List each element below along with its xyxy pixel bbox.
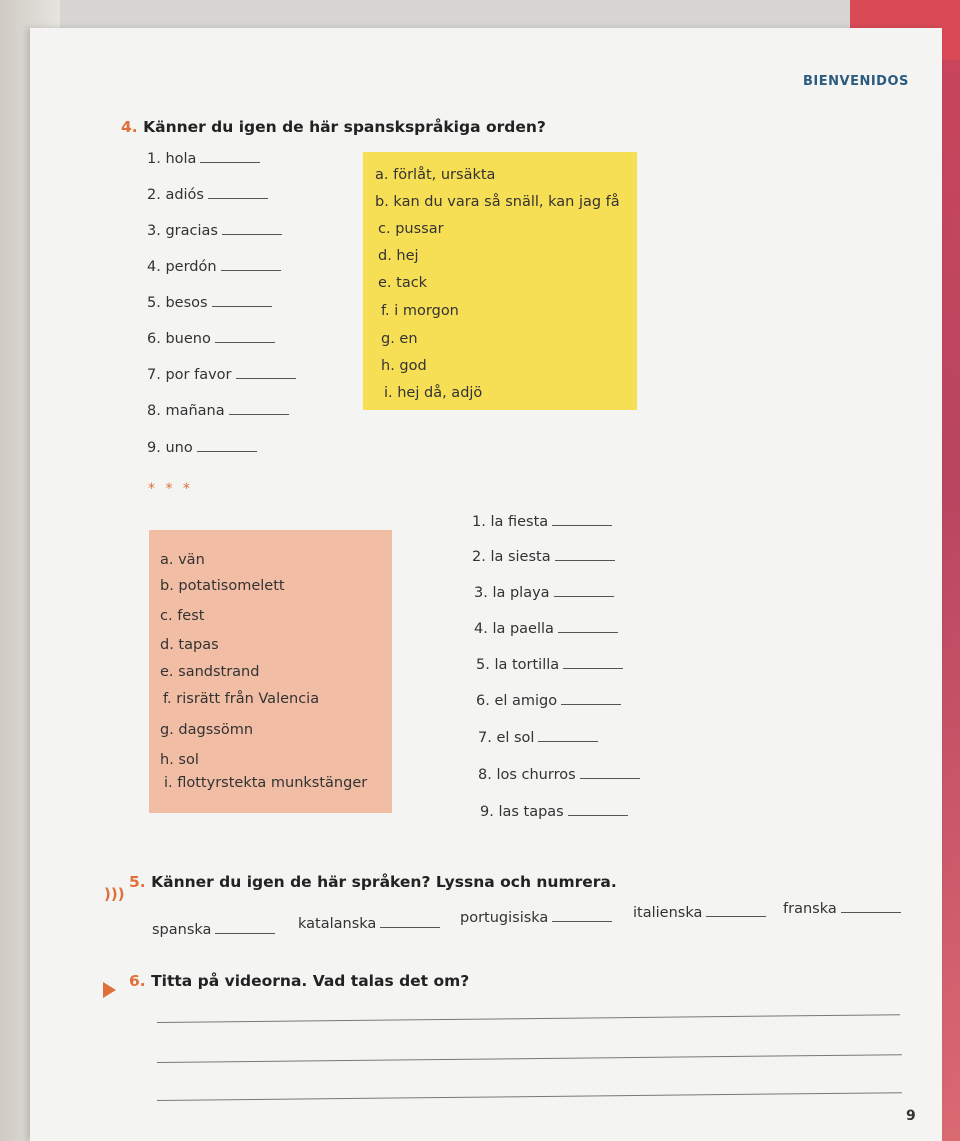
language-katalanska xyxy=(298,916,440,932)
exercise-4-number: 4. xyxy=(121,118,138,136)
word-6 xyxy=(147,331,275,347)
word2-1 xyxy=(472,514,612,530)
option2-g: g. dagssömn xyxy=(160,722,254,738)
language-katalanska-text: katalanska xyxy=(298,916,377,932)
word2-4 xyxy=(474,621,618,637)
exercise-5-title-text: Känner du igen de här språken? Lyssna och numrera. xyxy=(151,873,617,891)
word-3 xyxy=(147,223,282,239)
word2-9-text: 9. las tapas xyxy=(480,804,564,820)
answer-blank[interactable] xyxy=(555,559,615,561)
word2-3 xyxy=(474,585,614,601)
option-g: g. en xyxy=(381,331,418,347)
word-8 xyxy=(147,403,289,419)
option2-e: e. sandstrand xyxy=(160,664,260,680)
answer-blank[interactable] xyxy=(215,932,275,934)
word2-6 xyxy=(476,693,621,709)
answer-blank[interactable] xyxy=(215,341,275,343)
word-7 xyxy=(147,367,296,383)
language-spanska-text: spanska xyxy=(152,922,212,938)
word-4-text: 4. perdón xyxy=(147,259,217,275)
word-9-text: 9. uno xyxy=(147,440,193,456)
answer-blank[interactable] xyxy=(208,197,268,199)
answer-blank[interactable] xyxy=(552,920,612,922)
word2-1-text: 1. la fiesta xyxy=(472,514,549,530)
option-f: f. i morgon xyxy=(381,303,459,319)
answer-blank[interactable] xyxy=(222,233,282,235)
word2-8 xyxy=(478,767,640,783)
option-b: b. kan du vara så snäll, kan jag få xyxy=(375,194,620,210)
option-c: c. pussar xyxy=(378,221,444,237)
play-icon[interactable] xyxy=(103,982,116,998)
word2-8-text: 8. los churros xyxy=(478,767,576,783)
speaker-icon[interactable]: ))) xyxy=(104,885,125,903)
option2-h: h. sol xyxy=(160,752,199,768)
word-9 xyxy=(147,440,257,456)
word-5 xyxy=(147,295,272,311)
answer-blank[interactable] xyxy=(558,631,618,633)
exercise-6-title xyxy=(129,972,469,990)
word2-6-text: 6. el amigo xyxy=(476,693,558,709)
language-italienska-text: italienska xyxy=(633,905,703,921)
answer-blank[interactable] xyxy=(554,595,614,597)
option2-i: i. flottyrstekta munkstänger xyxy=(164,775,368,791)
word2-2-text: 2. la siesta xyxy=(472,549,551,565)
answer-blank[interactable] xyxy=(197,450,257,452)
option2-c: c. fest xyxy=(160,608,205,624)
answer-blank[interactable] xyxy=(563,667,623,669)
answer-blank[interactable] xyxy=(380,926,440,928)
word2-3-text: 3. la playa xyxy=(474,585,550,601)
option-d: d. hej xyxy=(378,248,419,264)
section-divider-stars: * * * xyxy=(148,481,193,497)
word-4 xyxy=(147,259,281,275)
answer-blank[interactable] xyxy=(580,777,640,779)
option-a: a. förlåt, ursäkta xyxy=(375,167,496,183)
word2-9 xyxy=(480,804,628,820)
answer-blank[interactable] xyxy=(236,377,296,379)
answer-blank[interactable] xyxy=(229,413,289,415)
word2-5-text: 5. la tortilla xyxy=(476,657,560,673)
word-8-text: 8. mañana xyxy=(147,403,225,419)
word-7-text: 7. por favor xyxy=(147,367,232,383)
word-2-text: 2. adiós xyxy=(147,187,204,203)
word-2 xyxy=(147,187,268,203)
option-i: i. hej då, adjö xyxy=(384,385,483,401)
exercise-6-title-text: Titta på videorna. Vad talas det om? xyxy=(151,972,470,990)
language-italienska xyxy=(633,905,766,921)
exercise-6-number: 6. xyxy=(129,972,146,990)
answer-blank[interactable] xyxy=(561,703,621,705)
exercise-4-title xyxy=(121,118,546,136)
option2-d: d. tapas xyxy=(160,637,219,653)
option-e: e. tack xyxy=(378,275,428,291)
exercise-4-title-text: Känner du igen de här spanskspråkiga orden? xyxy=(143,118,546,136)
option2-b: b. potatisomelett xyxy=(160,578,285,594)
language-spanska xyxy=(152,922,275,938)
page-number: 9 xyxy=(906,1108,916,1124)
answer-blank[interactable] xyxy=(841,911,901,913)
answer-blank[interactable] xyxy=(568,814,628,816)
answer-blank[interactable] xyxy=(538,740,598,742)
exercise-5-title xyxy=(129,873,617,891)
word-1 xyxy=(147,151,260,167)
language-portugisiska xyxy=(460,910,612,926)
language-franska-text: franska xyxy=(783,901,837,917)
answer-blank[interactable] xyxy=(200,161,260,163)
exercise-5-number: 5. xyxy=(129,873,146,891)
option2-a: a. vän xyxy=(160,552,205,568)
background-right xyxy=(942,60,960,1141)
word2-7 xyxy=(478,730,598,746)
word2-2 xyxy=(472,549,615,565)
word-1-text: 1. hola xyxy=(147,151,197,167)
page-header: BIENVENIDOS xyxy=(803,74,909,89)
word2-5 xyxy=(476,657,623,673)
answer-blank[interactable] xyxy=(552,524,612,526)
language-portugisiska-text: portugisiska xyxy=(460,910,549,926)
word-6-text: 6. bueno xyxy=(147,331,211,347)
option-h: h. god xyxy=(381,358,427,374)
language-franska xyxy=(783,901,901,917)
answer-blank[interactable] xyxy=(706,915,766,917)
word-3-text: 3. gracias xyxy=(147,223,218,239)
word-5-text: 5. besos xyxy=(147,295,208,311)
word2-4-text: 4. la paella xyxy=(474,621,554,637)
answer-blank[interactable] xyxy=(212,305,272,307)
answer-blank[interactable] xyxy=(221,269,281,271)
word2-7-text: 7. el sol xyxy=(478,730,535,746)
option2-f: f. risrätt från Valencia xyxy=(163,691,320,707)
